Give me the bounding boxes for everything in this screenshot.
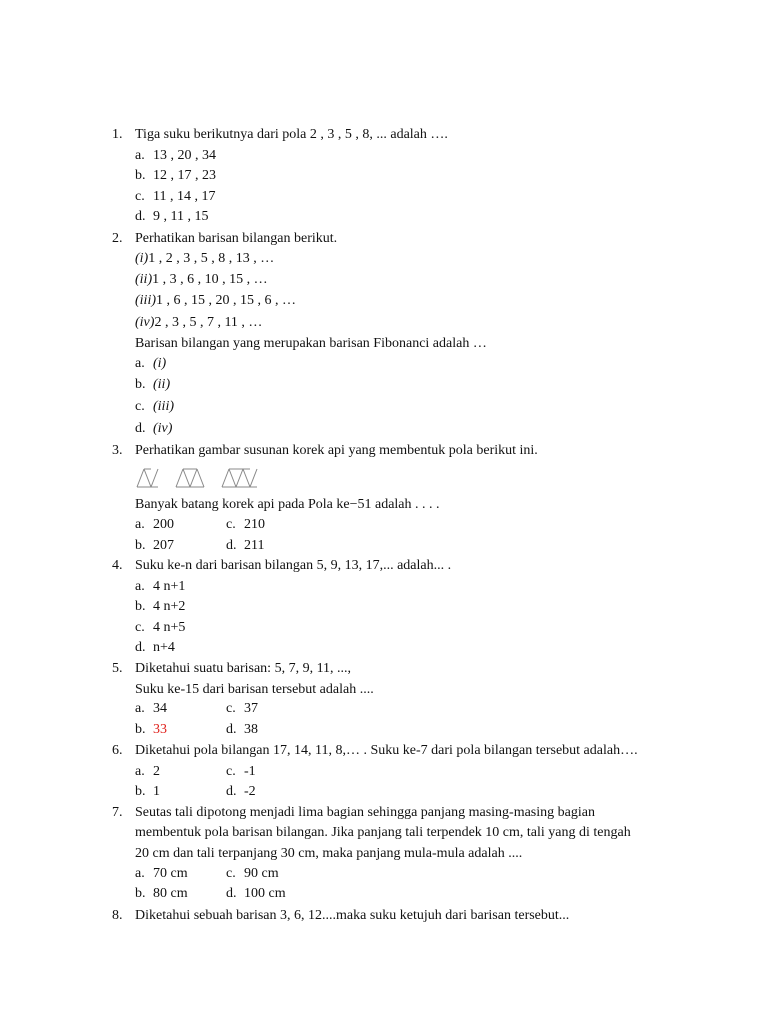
matchstick	[151, 469, 158, 487]
question-number: 7.	[112, 805, 123, 820]
matchstick	[190, 469, 197, 487]
matchstick	[236, 469, 243, 487]
option-b[interactable]: b. 4 n+2	[135, 599, 186, 614]
option-a[interactable]: a. 34	[135, 701, 167, 716]
option-b[interactable]: b. 33	[135, 722, 167, 737]
sequence-ii: (ii)1 , 3 , 6 , 10 , 15 , …	[135, 272, 268, 287]
question-number: 4.	[112, 558, 123, 573]
option-d[interactable]: d. -2	[226, 784, 256, 799]
matchstick-pattern-1	[137, 469, 158, 487]
question-text: Perhatikan barisan bilangan berikut.	[135, 231, 338, 246]
option-c[interactable]: c. 210	[226, 517, 265, 532]
matchstick	[222, 469, 229, 487]
question-number: 5.	[112, 661, 123, 676]
question-text: Perhatikan gambar susunan korek api yang membentuk pola berikut ini.	[135, 443, 538, 458]
sequence-iii: (iii)1 , 6 , 15 , 20 , 15 , 6 , …	[135, 293, 296, 308]
option-a[interactable]: a. 2	[135, 764, 160, 779]
question-text-line-2: membentuk pola barisan bilangan. Jika panjang tali terpendek 10 cm, tali yang di tengah	[135, 825, 631, 840]
matchstick	[243, 469, 250, 487]
question-number: 1.	[112, 127, 123, 142]
question-number: 8.	[112, 908, 123, 923]
highlighted-answer: 33	[153, 722, 167, 737]
option-a[interactable]: a. 200	[135, 517, 174, 532]
option-d[interactable]: d. n+4	[135, 640, 175, 655]
option-a[interactable]: a. 13 , 20 , 34	[135, 148, 216, 163]
matchstick-pattern-figure	[135, 466, 305, 490]
option-c[interactable]: c. 90 cm	[226, 866, 279, 881]
question-number: 3.	[112, 443, 123, 458]
option-d[interactable]: d. 9 , 11 , 15	[135, 209, 209, 224]
matchstick	[144, 469, 151, 487]
matchstick	[250, 469, 257, 487]
question-prompt: Suku ke-15 dari barisan tersebut adalah ....	[135, 682, 374, 697]
option-a[interactable]: a. (i)	[135, 356, 167, 371]
question-number: 2.	[112, 231, 123, 246]
option-c[interactable]: c. 11 , 14 , 17	[135, 189, 216, 204]
matchstick-pattern-3	[222, 469, 257, 487]
matchstick	[229, 469, 236, 487]
option-b[interactable]: b. 80 cm	[135, 886, 188, 901]
option-c[interactable]: c. 4 n+5	[135, 620, 186, 635]
question-text: Tiga suku berikutnya dari pola 2 , 3 , 5 , 8, ... adalah ….	[135, 127, 448, 142]
option-a[interactable]: a. 70 cm	[135, 866, 188, 881]
option-b[interactable]: b. 1	[135, 784, 160, 799]
question-text: Seutas tali dipotong menjadi lima bagian sehingga panjang masing-masing bagian	[135, 805, 595, 820]
option-c[interactable]: c. -1	[226, 764, 256, 779]
question-text: Diketahui sebuah barisan 3, 6, 12....maka suku ketujuh dari barisan tersebut...	[135, 908, 570, 923]
option-d[interactable]: d. (iv)	[135, 421, 173, 436]
sequence-i: (i)1 , 2 , 3 , 5 , 8 , 13 , …	[135, 251, 275, 266]
question-number: 6.	[112, 743, 123, 758]
matchstick	[176, 469, 183, 487]
option-b[interactable]: b. 12 , 17 , 23	[135, 168, 216, 183]
question-text: Suku ke-n dari barisan bilangan 5, 9, 13, 17,... adalah... .	[135, 558, 452, 573]
question-text: Diketahui suatu barisan: 5, 7, 9, 11, ...,	[135, 661, 352, 676]
option-d[interactable]: d. 38	[226, 722, 258, 737]
matchstick	[183, 469, 190, 487]
question-text: Diketahui pola bilangan 17, 14, 11, 8,… . Suku ke-7 dari pola bilangan tersebut adalah….	[135, 743, 638, 758]
matchstick	[137, 469, 144, 487]
option-d[interactable]: d. 211	[226, 538, 265, 553]
option-d[interactable]: d. 100 cm	[226, 886, 286, 901]
option-c[interactable]: c. (iii)	[135, 399, 174, 414]
question-prompt: Barisan bilangan yang merupakan barisan Fibonanci adalah …	[135, 336, 487, 351]
matchstick-pattern-2	[176, 469, 204, 487]
option-c[interactable]: c. 37	[226, 701, 258, 716]
option-a[interactable]: a. 4 n+1	[135, 579, 186, 594]
sequence-iv: (iv)2 , 3 , 5 , 7 , 11 , …	[135, 315, 263, 330]
option-b[interactable]: b. 207	[135, 538, 174, 553]
matchstick	[197, 469, 204, 487]
question-prompt: Banyak batang korek api pada Pola ke−51 adalah . . . .	[135, 497, 440, 512]
option-b[interactable]: b. (ii)	[135, 377, 171, 392]
question-text-line-3: 20 cm dan tali terpanjang 30 cm, maka panjang mula-mula adalah ....	[135, 846, 523, 861]
